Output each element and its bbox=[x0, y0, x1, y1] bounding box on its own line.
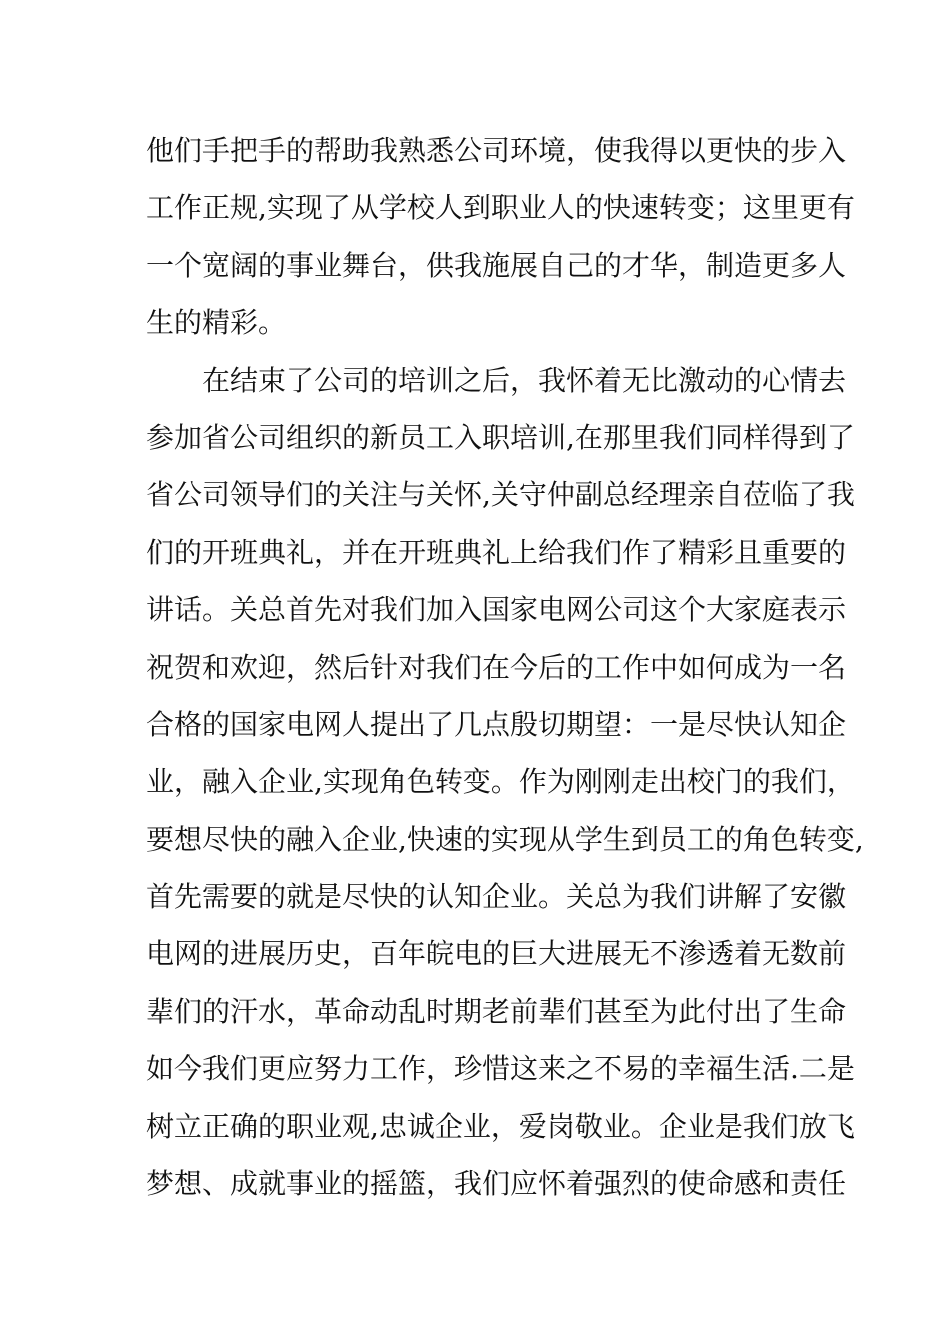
text-line: 合格的国家电网人提出了几点殷切期望：一是尽快认知企 bbox=[146, 707, 847, 741]
text-line: 们的开班典礼，并在开班典礼上给我们作了精彩且重要的 bbox=[146, 535, 847, 569]
text-line: 工作正规,实现了从学校人到职业人的快速转变；这里更有 bbox=[146, 191, 855, 225]
text-line: 他们手把手的帮助我熟悉公司环境，使我得以更快的步入 bbox=[146, 134, 847, 167]
text-line: 参加省公司组织的新员工入职培训,在那里我们同样得到了 bbox=[146, 420, 855, 454]
document-body bbox=[146, 122, 864, 1212]
text-line: 在结束了公司的培训之后，我怀着无比激动的心情去 bbox=[202, 363, 847, 397]
text-line: 祝贺和欢迎，然后针对我们在今后的工作中如何成为一名 bbox=[146, 650, 847, 684]
text-line: 如今我们更应努力工作，珍惜这来之不易的幸福生活.二是 bbox=[146, 1052, 855, 1086]
text-line: 要想尽快的融入企业,快速的实现从学生到员工的角色转变, bbox=[146, 822, 864, 856]
text-line: 辈们的汗水，革命动乱时期老前辈们甚至为此付出了生命 bbox=[146, 994, 847, 1028]
text-line: 树立正确的职业观,忠诚企业，爱岗敬业。企业是我们放飞 bbox=[146, 1109, 855, 1143]
text-line: 首先需要的就是尽快的认知企业。关总为我们讲解了安徽 bbox=[146, 880, 847, 914]
text-line: 电网的进展历史，百年皖电的巨大进展无不渗透着无数前 bbox=[146, 937, 847, 971]
text-line: 梦想、成就事业的摇篮，我们应怀着强烈的使命感和责任 bbox=[146, 1167, 847, 1201]
text-line: 生的精彩。 bbox=[146, 306, 287, 340]
text-line: 业，融入企业,实现角色转变。作为刚刚走出校门的我们， bbox=[146, 765, 855, 799]
text-line: 一个宽阔的事业舞台，供我施展自己的才华，制造更多人 bbox=[146, 248, 847, 282]
text-line: 讲话。关总首先对我们加入国家电网公司这个大家庭表示 bbox=[146, 593, 847, 627]
text-line: 省公司领导们的关注与关怀,关守仲副总经理亲自莅临了我 bbox=[146, 478, 855, 512]
